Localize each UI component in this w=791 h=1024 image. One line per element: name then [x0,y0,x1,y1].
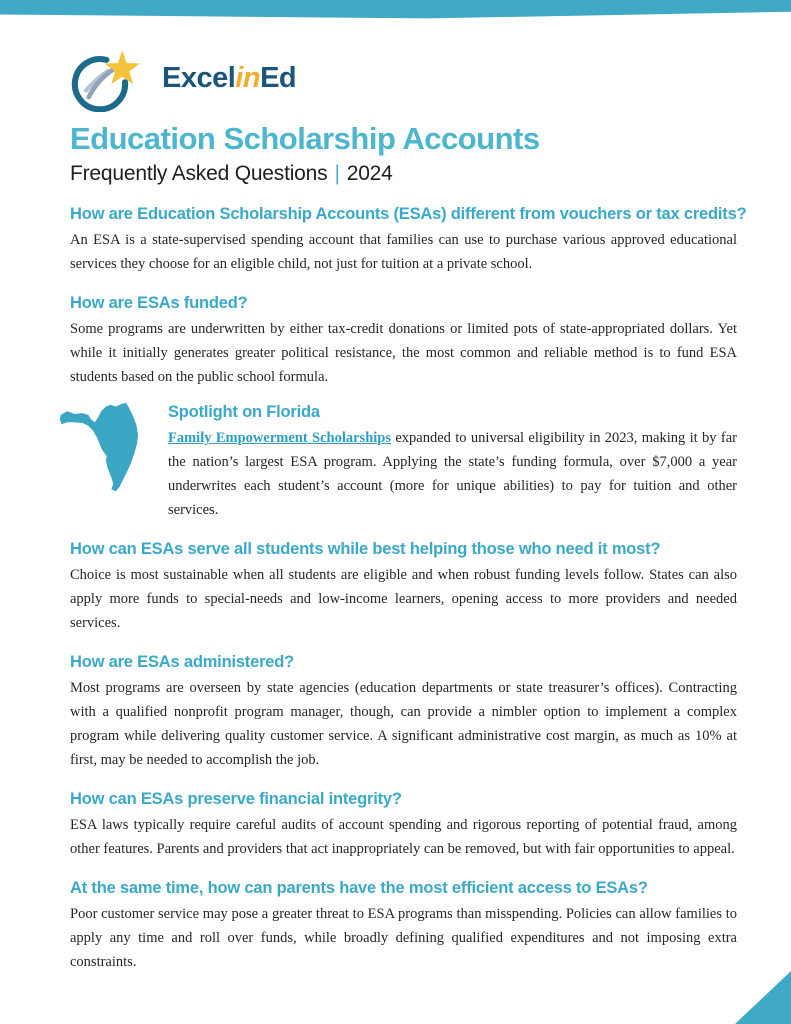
faq-question: How are ESAs administered? [70,653,295,671]
spotlight-paragraph [168,426,737,522]
excelined-logo [70,45,737,111]
florida-state-icon [58,401,150,495]
faq-section-administration [70,651,737,772]
faq-answer: Choice is most sustainable when all students are eligible and when robust funding levels follow. States can also apply more funds to special-needs and low-income learners, opening access to more providers and needed services. [70,567,737,631]
faq-section-serve-all-students [70,538,737,635]
faq-section-financial-integrity [70,788,737,861]
page-subtitle [70,161,737,187]
faq-question: How can ESAs preserve financial integrity? [70,790,402,808]
florida-spotlight [70,401,737,522]
faq-section-parent-access [70,877,737,974]
logo-word-ed: Ed [260,61,297,94]
subtitle-separator: | [334,162,340,185]
faq-question: How can ESAs serve all students while best helping those who need it most? [70,540,661,558]
page-content [0,45,791,974]
spotlight-heading: Spotlight on Florida [168,403,320,421]
subtitle-text: Frequently Asked Questions [70,162,328,185]
faq-answer: Poor customer service may pose a greater threat to ESA programs than misspending. Policies can allow families to apply any time and roll over funds, while broadly defining qualified expenditures and not imposing extra constraints. [70,906,737,970]
logo-word-in: in [235,61,261,94]
spotlight-content [168,401,737,522]
spotlight-body: expanded to universal eligibility in 2023, making it by far the nation’s largest ESA program. Applying the state’s funding formula, over $7,000 a year underwrites each student’s account (more for unique abilities) to pay for tuition and other services. [168,430,737,518]
star-icon [105,50,140,84]
faq-section-funding [70,292,737,389]
top-accent-bar [0,0,791,19]
faq-question: How are Education Scholarship Accounts (ESAs) different from vouchers or tax credits? [70,205,747,223]
logo-word-excel: Excel [162,61,236,94]
faq-question: At the same time, how can parents have the most efficient access to ESAs? [70,879,648,897]
logo-wordmark [162,62,296,95]
faq-question: How are ESAs funded? [70,294,248,312]
faq-answer: Most programs are overseen by state agencies (education departments or state treasurer’s offices). Contracting with a qualified nonprofit program manager, though, can provide a nimbler option to implement a complex program while delivering quality customer service. A significant administrative cost margin, as much as 10% at first, may be needed to accomplish the job. [70,680,737,768]
faq-section-vouchers-difference [70,203,747,276]
faq-answer: ESA laws typically require careful audits of account spending and rigorous reporting of potential fraud, among other features. Parents and providers that act inappropriately can be removed, but with fair opportunities to appeal. [70,817,737,857]
faq-answer: An ESA is a state-supervised spending account that families can use to purchase various approved educational services they choose for an eligible child, not just for tuition at a private school. [70,232,737,272]
corner-triangle-decoration [735,971,791,1024]
page-title: Education Scholarship Accounts [70,121,540,156]
family-empowerment-scholarships-link[interactable]: Family Empowerment Scholarships [168,430,391,446]
faq-answer: Some programs are underwritten by either tax-credit donations or limited pots of state-appropriated dollars. Yet while it initially generates greater political resistance, the most common and reliable method is to fund ESA students based on the public school formula. [70,321,737,385]
subtitle-year: 2024 [346,162,393,185]
excelined-star-logo-icon [70,45,154,112]
